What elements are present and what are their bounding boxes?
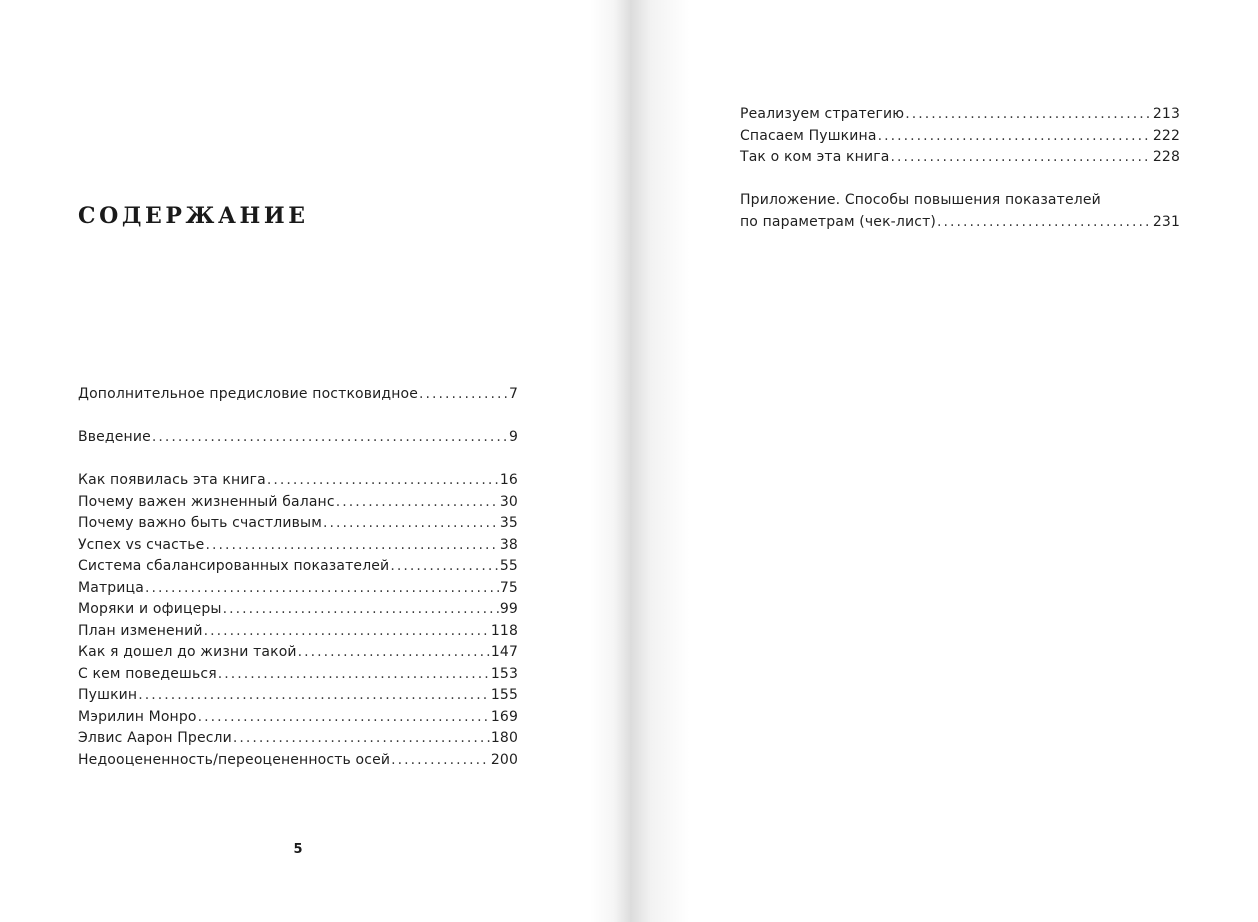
dot-leader [298,642,490,664]
toc-entry-title: Почему важен жизненный баланс [78,493,335,510]
toc-entry-title: Моряки и офицеры [78,601,222,617]
toc-entry[interactable] [78,621,518,643]
toc-entry[interactable] [78,578,518,600]
toc-list-left [78,384,518,771]
toc-entry-page: 180 [490,730,518,746]
toc-entry[interactable] [78,384,518,406]
toc-entry-page: 30 [499,493,518,510]
dot-leader [233,728,490,750]
toc-entry-title: Введение [78,429,151,445]
toc-entry-page: 75 [499,579,518,596]
dot-leader [890,147,1151,169]
toc-entry-first-line[interactable] [740,190,1180,212]
toc-entry-title: Реализуем стратегию [740,106,905,122]
toc-entry[interactable] [740,212,1180,234]
dot-leader [198,707,490,729]
toc-entry-page: 169 [490,708,518,725]
toc-entry-page: 38 [499,536,518,553]
dot-leader [336,492,499,514]
dot-leader [419,384,508,406]
toc-entry[interactable] [740,147,1180,169]
toc-entry-page: 222 [1152,127,1180,144]
toc-entry-title: по параметрам (чек-лист) [740,213,936,230]
dot-leader [145,578,499,600]
toc-entry-page: 118 [490,622,518,639]
toc-entry-page: 155 [490,687,518,703]
toc-entry-page: 9 [508,429,518,445]
contents-heading: СОДЕРЖАНИЕ [78,203,309,229]
toc-entry-title: Мэрилин Монро [78,708,197,725]
toc-entry-page: 228 [1152,149,1180,165]
toc-entry[interactable] [78,492,518,514]
dot-leader [937,212,1152,234]
toc-entry-title: Система сбалансированных показателей [78,558,390,574]
toc-entry-page: 200 [490,751,518,768]
toc-entry-title: Матрица [78,579,144,596]
toc-entry[interactable] [78,642,518,664]
toc-entry-page: 231 [1152,213,1180,230]
toc-entry-title: Так о ком эта книга [740,149,890,165]
right-page [630,0,1258,922]
toc-entry-page: 147 [490,644,518,660]
toc-entry-title: Как появилась эта книга [78,472,266,488]
toc-entry-title: Элвис Аарон Пресли [78,730,232,746]
toc-entry[interactable] [78,707,518,729]
toc-entry[interactable] [740,104,1180,126]
toc-entry-page: 35 [499,515,518,531]
dot-leader [905,104,1152,126]
toc-entry-title: Дополнительное предисловие постковидное [78,386,419,402]
dot-leader [218,664,490,686]
toc-entry-title: Пушкин [78,687,138,703]
toc-entry-page: 99 [499,601,518,617]
toc-entry[interactable] [78,728,518,750]
toc-entry[interactable] [78,599,518,621]
toc-entry-title: План изменений [78,622,203,639]
toc-entry[interactable] [740,126,1180,148]
toc-entry-title: Как я дошел до жизни такой [78,644,297,660]
toc-entry-title: Почему важно быть счастливым [78,515,322,531]
toc-entry[interactable] [78,535,518,557]
toc-entry-title: Приложение. Способы повышения показателей [740,192,1101,208]
toc-entry[interactable] [78,664,518,686]
toc-entry-page: 153 [490,665,518,682]
dot-leader [223,599,499,621]
toc-entry[interactable] [78,750,518,772]
dot-leader [391,750,490,772]
toc-entry-title: С кем поведешься [78,665,217,682]
toc-entry-page: 7 [508,386,518,402]
gutter-shadow-left [590,0,630,922]
dot-leader [152,427,508,449]
toc-entry-title: Спасаем Пушкина [740,127,877,144]
dot-leader [267,470,499,492]
toc-entry-page: 16 [499,472,518,488]
dot-leader [205,535,498,557]
toc-entry[interactable] [78,427,518,449]
dot-leader [390,556,499,578]
dot-leader [204,621,490,643]
dot-leader [323,513,499,535]
toc-entry-page: 213 [1152,106,1180,122]
toc-list-right [740,104,1180,233]
toc-entry[interactable] [78,470,518,492]
toc-entry[interactable] [78,685,518,707]
page-number: 5 [293,842,303,857]
dot-leader [878,126,1152,148]
gutter-shadow-right [630,0,690,922]
toc-entry[interactable] [78,556,518,578]
toc-entry[interactable] [78,513,518,535]
toc-entry-title: Успех vs счастье [78,536,205,553]
dot-leader [138,685,490,707]
toc-entry-title: Недооцененность/переоцененность осей [78,751,391,768]
toc-entry-page: 55 [499,558,518,574]
